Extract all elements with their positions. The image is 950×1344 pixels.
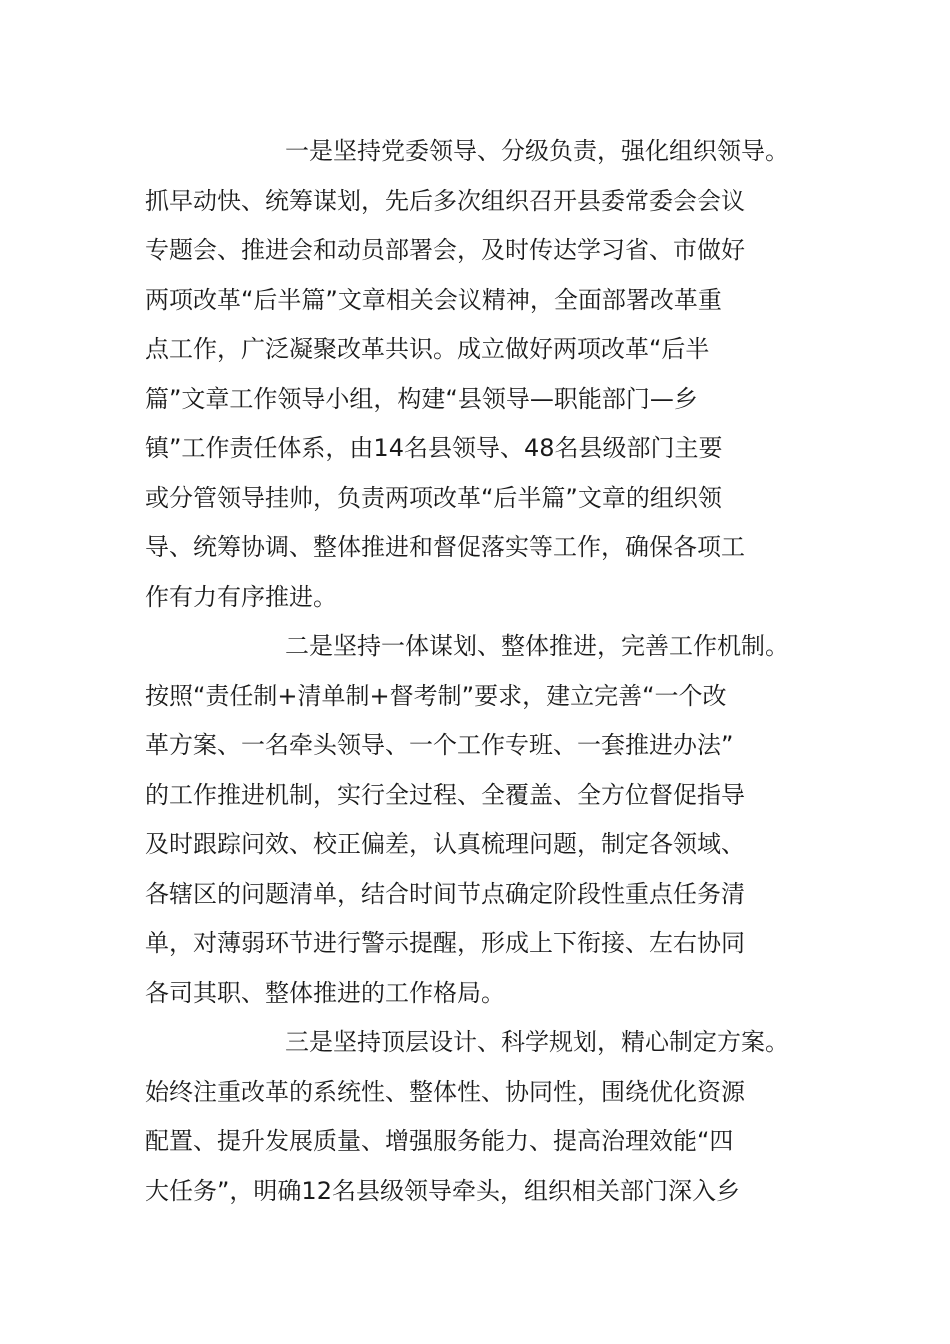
text-line: 及时跟踪问效、校正偏差，认真梳理问题，制定各领域、 [145, 830, 745, 858]
text-line: 的工作推进机制，实行全过程、全覆盖、全方位督促指导 [145, 780, 745, 809]
text-line: 作有力有序推进。 [145, 582, 337, 611]
text-line: 各辖区的问题清单，结合时间节点确定阶段性重点任务清 [145, 879, 745, 908]
text-line: 始终注重改革的系统性、整体性、协同性，围绕优化资源 [145, 1077, 745, 1106]
paragraph-organizational-leadership [145, 127, 835, 622]
text-line: 篇”文章工作领导小组，构建“县领导—职能部门—乡 [145, 384, 698, 413]
text-line: 或分管领导挂帅，负责两项改革“后半篇”文章的组织领 [145, 483, 722, 512]
text-line: 大任务”，明确12名县级领导牵头，组织相关部门深入乡 [145, 1176, 740, 1205]
text-line: 导、统筹协调、整体推进和督促落实等工作，确保各项工 [145, 533, 745, 561]
paragraph-top-level-design [145, 1018, 835, 1216]
document-body [145, 127, 835, 1216]
paragraph-heading-line: 一是坚持党委领导、分级负责，强化组织领导。 [285, 137, 789, 165]
paragraph-work-mechanism [145, 622, 835, 1018]
paragraph-heading-line: 二是坚持一体谋划、整体推进，完善工作机制。 [285, 632, 789, 660]
text-line: 革方案、一名牵头领导、一个工作专班、一套推进办法” [145, 731, 734, 759]
text-line: 抓早动快、统筹谋划，先后多次组织召开县委常委会会议 [145, 186, 745, 215]
paragraph-heading-line: 三是坚持顶层设计、科学规划，精心制定方案。 [285, 1028, 789, 1056]
text-line: 镇”工作责任体系，由14名县领导、48名县级部门主要 [145, 434, 723, 462]
text-line: 点工作，广泛凝聚改革共识。成立做好两项改革“后半 [145, 335, 710, 363]
text-line: 两项改革“后半篇”文章相关会议精神，全面部署改革重 [145, 285, 722, 314]
text-line: 各司其职、整体推进的工作格局。 [145, 978, 505, 1007]
text-line: 配置、提升发展质量、增强服务能力、提高治理效能“四 [145, 1127, 734, 1155]
text-line: 按照“责任制+清单制+督考制”要求，建立完善“一个改 [145, 681, 727, 710]
text-line: 专题会、推进会和动员部署会，及时传达学习省、市做好 [145, 236, 745, 264]
text-line: 单，对薄弱环节进行警示提醒，形成上下衔接、左右协同 [145, 929, 745, 957]
